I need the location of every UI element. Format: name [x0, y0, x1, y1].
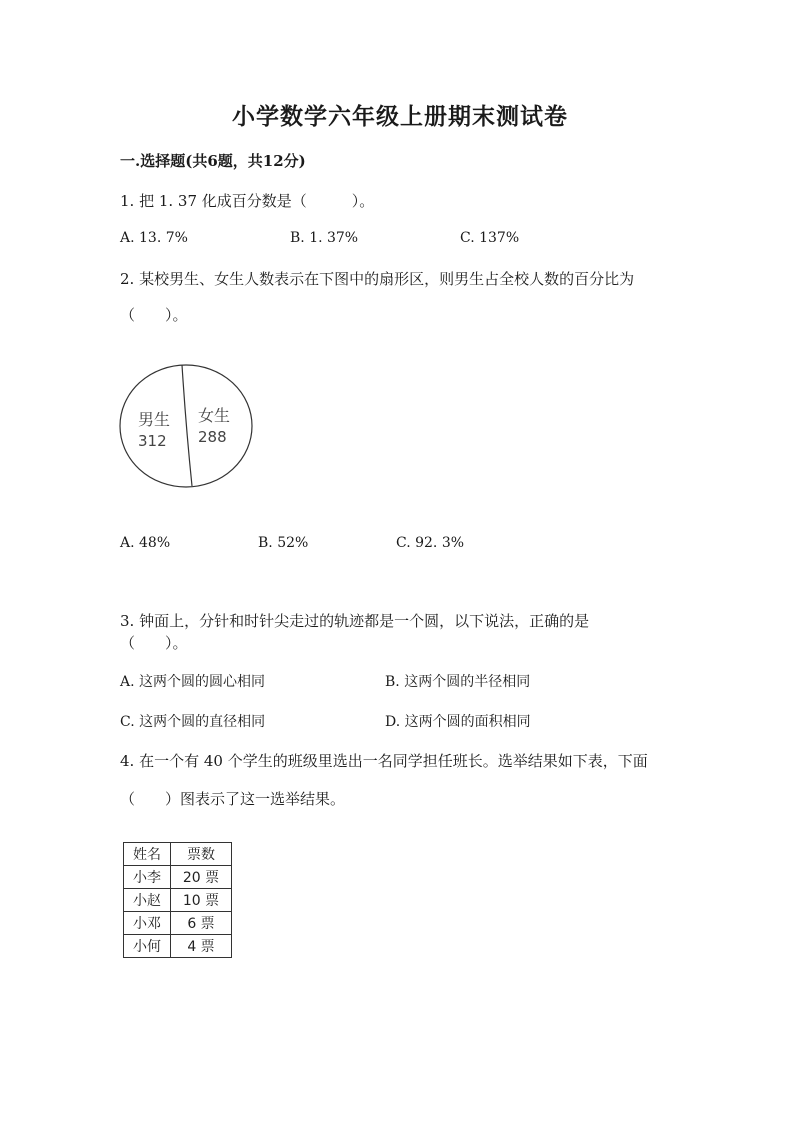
vote-table-name-cell: 小邓	[124, 912, 171, 935]
vote-table-header-name: 姓名	[124, 843, 171, 866]
pie-value-girls: 288	[198, 428, 227, 446]
question-3-stem-line1: 3. 钟面上，分针和时针尖走过的轨迹都是一个圆，以下说法，正确的是	[120, 612, 590, 630]
question-3-option-d[interactable]: D. 这两个圆的面积相同	[385, 714, 531, 730]
pie-divider	[182, 365, 192, 486]
question-1-option-b[interactable]: B. 1. 37%	[290, 230, 359, 246]
vote-table-votes-cell: 4 票	[171, 935, 232, 958]
vote-table-name-cell: 小何	[124, 935, 171, 958]
pie-value-boys: 312	[138, 432, 167, 450]
table-row	[124, 866, 232, 889]
question-2-option-c[interactable]: C. 92. 3%	[396, 535, 465, 551]
question-4-stem-line2: （ ）图表示了这一选举结果。	[120, 790, 346, 808]
question-3-option-c[interactable]: C. 这两个圆的直径相同	[120, 714, 266, 730]
section-heading: 一.选择题(共6题，共12分)	[120, 152, 306, 170]
question-2-stem-line2: （ ）。	[120, 306, 188, 324]
vote-table	[123, 842, 232, 958]
gender-pie-chart	[118, 358, 254, 494]
question-1-option-a[interactable]: A. 13. 7%	[120, 230, 188, 246]
question-2-option-b[interactable]: B. 52%	[258, 535, 309, 551]
question-3-option-b[interactable]: B. 这两个圆的半径相同	[385, 674, 531, 690]
question-2-stem-line1: 2. 某校男生、女生人数表示在下图中的扇形区，则男生占全校人数的百分比为	[120, 270, 635, 288]
vote-table-name-cell: 小赵	[124, 889, 171, 912]
vote-table-votes-cell: 20 票	[171, 866, 232, 889]
vote-table-name-cell: 小李	[124, 866, 171, 889]
question-4-stem-line1: 4. 在一个有 40 个学生的班级里选出一名同学担任班长。选举结果如下表，下面	[120, 752, 648, 770]
vote-table-header-votes: 票数	[171, 843, 232, 866]
vote-table-header-row	[124, 843, 232, 866]
pie-label-girls: 女生	[198, 406, 231, 425]
table-row	[124, 889, 232, 912]
question-3-stem-line2: （ ）。	[120, 634, 188, 652]
page-title: 小学数学六年级上册期末测试卷	[232, 103, 568, 130]
pie-label-boys: 男生	[138, 410, 171, 429]
vote-table-votes-cell: 6 票	[171, 912, 232, 935]
vote-table-votes-cell: 10 票	[171, 889, 232, 912]
question-2-option-a[interactable]: A. 48%	[120, 535, 171, 551]
question-1-stem: 1. 把 1. 37 化成百分数是（ ）。	[120, 192, 375, 210]
table-row	[124, 935, 232, 958]
question-1-option-c[interactable]: C. 137%	[460, 230, 520, 246]
question-3-option-a[interactable]: A. 这两个圆的圆心相同	[120, 674, 266, 690]
table-row	[124, 912, 232, 935]
